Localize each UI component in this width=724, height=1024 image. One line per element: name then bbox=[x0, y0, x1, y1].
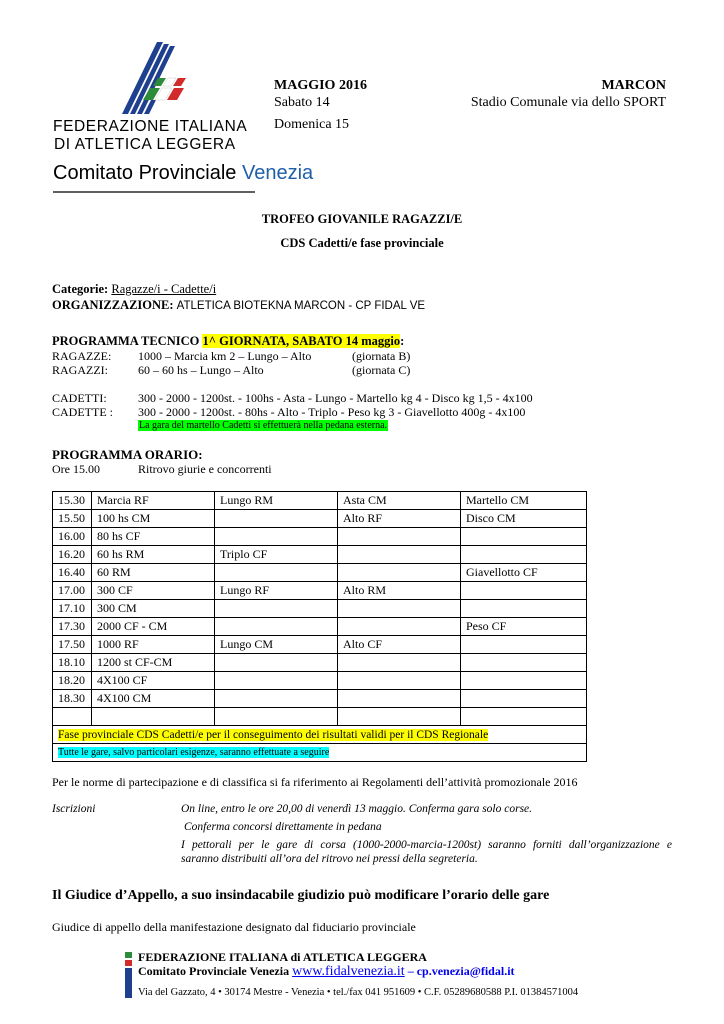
schedule-event-cell: Alto RF bbox=[338, 510, 461, 528]
schedule-event-cell: 4X100 CM bbox=[92, 690, 215, 708]
tecnico-note: (giornata C) bbox=[352, 363, 411, 377]
norme-text: Per le norme di partecipazione e di classifica si fa riferimento ai Regolamenti dell’attività promozionale 2016 bbox=[52, 775, 578, 789]
logo-cp-prefix: Comitato Provinciale bbox=[53, 162, 237, 184]
schedule-event-cell bbox=[338, 564, 461, 582]
schedule-event-cell: Martello CM bbox=[461, 492, 587, 510]
organization-line bbox=[52, 298, 425, 313]
schedule-note-yellow-cell bbox=[53, 726, 587, 744]
schedule-time-cell: 18.10 bbox=[53, 654, 92, 672]
schedule-time-cell: 16.20 bbox=[53, 546, 92, 564]
schedule-event-cell bbox=[215, 510, 338, 528]
iscrizioni-line4: saranno distribuiti all’ora del ritrovo nei pressi della segreteria. bbox=[181, 853, 478, 865]
schedule-event-cell: 2000 CF - CM bbox=[92, 618, 215, 636]
categories-label: Categorie: bbox=[52, 282, 109, 296]
schedule-event-cell bbox=[461, 708, 587, 726]
tecnico-events: 60 – 60 hs – Lungo – Alto bbox=[138, 363, 264, 377]
schedule-event-cell: Giavellotto CF bbox=[461, 564, 587, 582]
schedule-note-yellow: Fase provinciale CDS Cadetti/e per il conseguimento dei risultati validi per il CDS Regionale bbox=[58, 728, 489, 741]
schedule-event-cell bbox=[461, 600, 587, 618]
schedule-time-cell bbox=[53, 708, 92, 726]
schedule-event-cell: 300 CM bbox=[92, 600, 215, 618]
categories-value: Ragazze/i - Cadette/i bbox=[111, 282, 217, 296]
schedule-event-cell bbox=[461, 528, 587, 546]
schedule-row bbox=[53, 690, 587, 708]
giudice-text: Giudice di appello della manifestazione designato dal fiduciario provinciale bbox=[52, 920, 416, 934]
schedule-time-cell: 15.50 bbox=[53, 510, 92, 528]
categories-line bbox=[52, 282, 216, 297]
schedule-event-cell: 1200 st CF-CM bbox=[92, 654, 215, 672]
footer-cp: Comitato Provinciale Venezia bbox=[138, 964, 290, 978]
event-day1: Sabato 14 bbox=[274, 95, 330, 110]
programma-tecnico-heading bbox=[52, 334, 404, 349]
schedule-row bbox=[53, 654, 587, 672]
tecnico-note: (giornata B) bbox=[352, 349, 411, 363]
schedule-event-cell: 80 hs CF bbox=[92, 528, 215, 546]
schedule-time-cell: 18.20 bbox=[53, 672, 92, 690]
organization-value: ATLETICA BIOTEKNA MARCON - CP FIDAL VE bbox=[176, 300, 426, 312]
schedule-table bbox=[52, 491, 587, 762]
schedule-event-cell: Lungo RM bbox=[215, 492, 338, 510]
footer-federation: FEDERAZIONE ITALIANA di ATLETICA LEGGERA bbox=[138, 950, 427, 964]
schedule-row bbox=[53, 618, 587, 636]
schedule-event-cell: Disco CM bbox=[461, 510, 587, 528]
schedule-event-cell: 300 CF bbox=[92, 582, 215, 600]
schedule-event-cell bbox=[461, 690, 587, 708]
schedule-event-cell bbox=[215, 654, 338, 672]
footer-contacts bbox=[138, 964, 515, 980]
schedule-event-cell: 4X100 CF bbox=[92, 672, 215, 690]
schedule-note-cyan: Tutte le gare, salvo particolari esigenze, saranno effettuate a seguire bbox=[58, 747, 330, 758]
tecnico-events: 300 - 2000 - 1200st. - 100hs - Asta - Lungo - Martello kg 4 - Disco kg 1,5 - 4x100 bbox=[138, 391, 533, 405]
schedule-time-cell: 18.30 bbox=[53, 690, 92, 708]
schedule-event-cell bbox=[461, 636, 587, 654]
iscrizioni-line3: I pettorali per le gare di corsa (1000-2000-marcia-1200st) saranno forniti dall’organizzazione e bbox=[181, 839, 672, 851]
schedule-row bbox=[53, 546, 587, 564]
event-venue: Stadio Comunale via dello SPORT bbox=[470, 95, 666, 110]
footer-email-link[interactable]: cp.venezia@fidal.it bbox=[416, 964, 515, 978]
schedule-time-cell: 17.00 bbox=[53, 582, 92, 600]
logo-line1: FEDERAZIONE ITALIANA bbox=[53, 118, 248, 135]
schedule-event-cell bbox=[338, 618, 461, 636]
ritrovo-text: Ritrovo giurie e concorrenti bbox=[138, 462, 272, 476]
schedule-event-cell: Marcia RF bbox=[92, 492, 215, 510]
schedule-row bbox=[53, 708, 587, 726]
footer-address: Via del Gazzato, 4 • 30174 Mestre - Venezia • tel./fax 041 951609 • C.F. 05289680588 P.I. 01384571004 bbox=[138, 987, 579, 998]
event-subtitle: CDS Cadetti/e fase provinciale bbox=[280, 236, 444, 250]
schedule-event-cell bbox=[338, 528, 461, 546]
tecnico-cat: RAGAZZI: bbox=[52, 363, 108, 377]
tecnico-events: 1000 – Marcia km 2 – Lungo – Alto bbox=[138, 349, 312, 363]
schedule-time-cell: 17.30 bbox=[53, 618, 92, 636]
ritrovo-time: Ore 15.00 bbox=[52, 462, 100, 476]
schedule-note-row bbox=[53, 726, 587, 744]
schedule-event-cell: 1000 RF bbox=[92, 636, 215, 654]
schedule-time-cell: 16.00 bbox=[53, 528, 92, 546]
schedule-event-cell bbox=[461, 654, 587, 672]
schedule-event-cell bbox=[215, 618, 338, 636]
event-city: MARCON bbox=[601, 78, 666, 93]
iscrizioni-line1: On line, entro le ore 20,00 di venerdì 13 maggio. Conferma gara solo corse. bbox=[181, 803, 533, 815]
schedule-event-cell: Triplo CF bbox=[215, 546, 338, 564]
schedule-event-cell bbox=[338, 672, 461, 690]
footer-dash: – bbox=[407, 964, 414, 978]
schedule-event-cell bbox=[338, 600, 461, 618]
schedule-event-cell bbox=[215, 708, 338, 726]
schedule-table-body bbox=[53, 492, 587, 726]
event-title: TROFEO GIOVANILE RAGAZZI/E bbox=[261, 212, 463, 226]
schedule-row bbox=[53, 600, 587, 618]
schedule-event-cell: Alto RM bbox=[338, 582, 461, 600]
tecnico-events: 300 - 2000 - 1200st. - 80hs - Alto - Triplo - Peso kg 3 - Giavellotto 400g - 4x100 bbox=[138, 405, 526, 419]
iscrizioni-line2: Conferma concorsi direttamente in pedana bbox=[184, 821, 382, 833]
programma-tecnico-colon: : bbox=[400, 334, 405, 348]
giudice-heading: Il Giudice d’Appello, a suo insindacabile giudizio può modificare l’orario delle gare bbox=[52, 888, 550, 903]
schedule-event-cell: 100 hs CM bbox=[92, 510, 215, 528]
schedule-event-cell bbox=[461, 546, 587, 564]
tecnico-row bbox=[52, 405, 525, 420]
programma-tecnico-label: PROGRAMMA TECNICO bbox=[52, 334, 200, 348]
schedule-time-cell: 16.40 bbox=[53, 564, 92, 582]
iscrizioni-label: Iscrizioni bbox=[52, 803, 96, 815]
footer-website-link[interactable]: www.fidalvenezia.it bbox=[292, 964, 405, 979]
tecnico-cat: RAGAZZE: bbox=[52, 349, 112, 363]
schedule-event-cell bbox=[338, 654, 461, 672]
schedule-row bbox=[53, 528, 587, 546]
tecnico-row bbox=[52, 391, 533, 406]
tecnico-row bbox=[52, 363, 410, 378]
schedule-event-cell bbox=[461, 672, 587, 690]
schedule-row bbox=[53, 672, 587, 690]
schedule-time-cell: 17.50 bbox=[53, 636, 92, 654]
schedule-event-cell: Lungo RF bbox=[215, 582, 338, 600]
schedule-event-cell: Peso CF bbox=[461, 618, 587, 636]
schedule-event-cell bbox=[215, 528, 338, 546]
logo-federation-name bbox=[53, 118, 247, 154]
tecnico-cat: CADETTE : bbox=[52, 405, 113, 419]
schedule-event-cell bbox=[338, 690, 461, 708]
schedule-note-row bbox=[53, 744, 587, 762]
fidal-flag-icon bbox=[125, 952, 132, 998]
schedule-row bbox=[53, 510, 587, 528]
schedule-event-cell bbox=[461, 582, 587, 600]
logo-line2: DI ATLETICA LEGGERA bbox=[54, 136, 236, 153]
schedule-event-cell bbox=[215, 672, 338, 690]
programma-orario-heading: PROGRAMMA ORARIO: bbox=[52, 447, 203, 462]
schedule-event-cell: 60 hs RM bbox=[92, 546, 215, 564]
schedule-event-cell: Asta CM bbox=[338, 492, 461, 510]
event-day2: Domenica 15 bbox=[274, 117, 350, 132]
tecnico-cat: CADETTI: bbox=[52, 391, 107, 405]
schedule-row bbox=[53, 492, 587, 510]
schedule-time-cell: 15.30 bbox=[53, 492, 92, 510]
schedule-event-cell: 60 RM bbox=[92, 564, 215, 582]
schedule-event-cell bbox=[215, 690, 338, 708]
organization-label: ORGANIZZAZIONE: bbox=[52, 298, 174, 312]
programma-tecnico-day: 1^ GIORNATA, SABATO 14 maggio bbox=[202, 334, 401, 348]
event-month-year: MAGGIO 2016 bbox=[274, 78, 367, 93]
schedule-event-cell bbox=[338, 546, 461, 564]
logo-comitato-provinciale bbox=[53, 162, 313, 185]
hammer-note: La gara del martello Cadetti si effettuerà nella pedana esterna. bbox=[139, 420, 388, 431]
schedule-row bbox=[53, 582, 587, 600]
schedule-time-cell: 17.10 bbox=[53, 600, 92, 618]
schedule-row bbox=[53, 636, 587, 654]
schedule-event-cell bbox=[215, 564, 338, 582]
logo-cp-city: Venezia bbox=[241, 162, 314, 184]
schedule-row bbox=[53, 564, 587, 582]
schedule-event-cell bbox=[215, 600, 338, 618]
schedule-event-cell bbox=[92, 708, 215, 726]
ritrovo-line bbox=[52, 462, 272, 477]
tecnico-row bbox=[52, 349, 410, 364]
schedule-event-cell: Alto CF bbox=[338, 636, 461, 654]
schedule-note-cyan-cell bbox=[53, 744, 587, 762]
schedule-event-cell: Lungo CM bbox=[215, 636, 338, 654]
schedule-event-cell bbox=[338, 708, 461, 726]
